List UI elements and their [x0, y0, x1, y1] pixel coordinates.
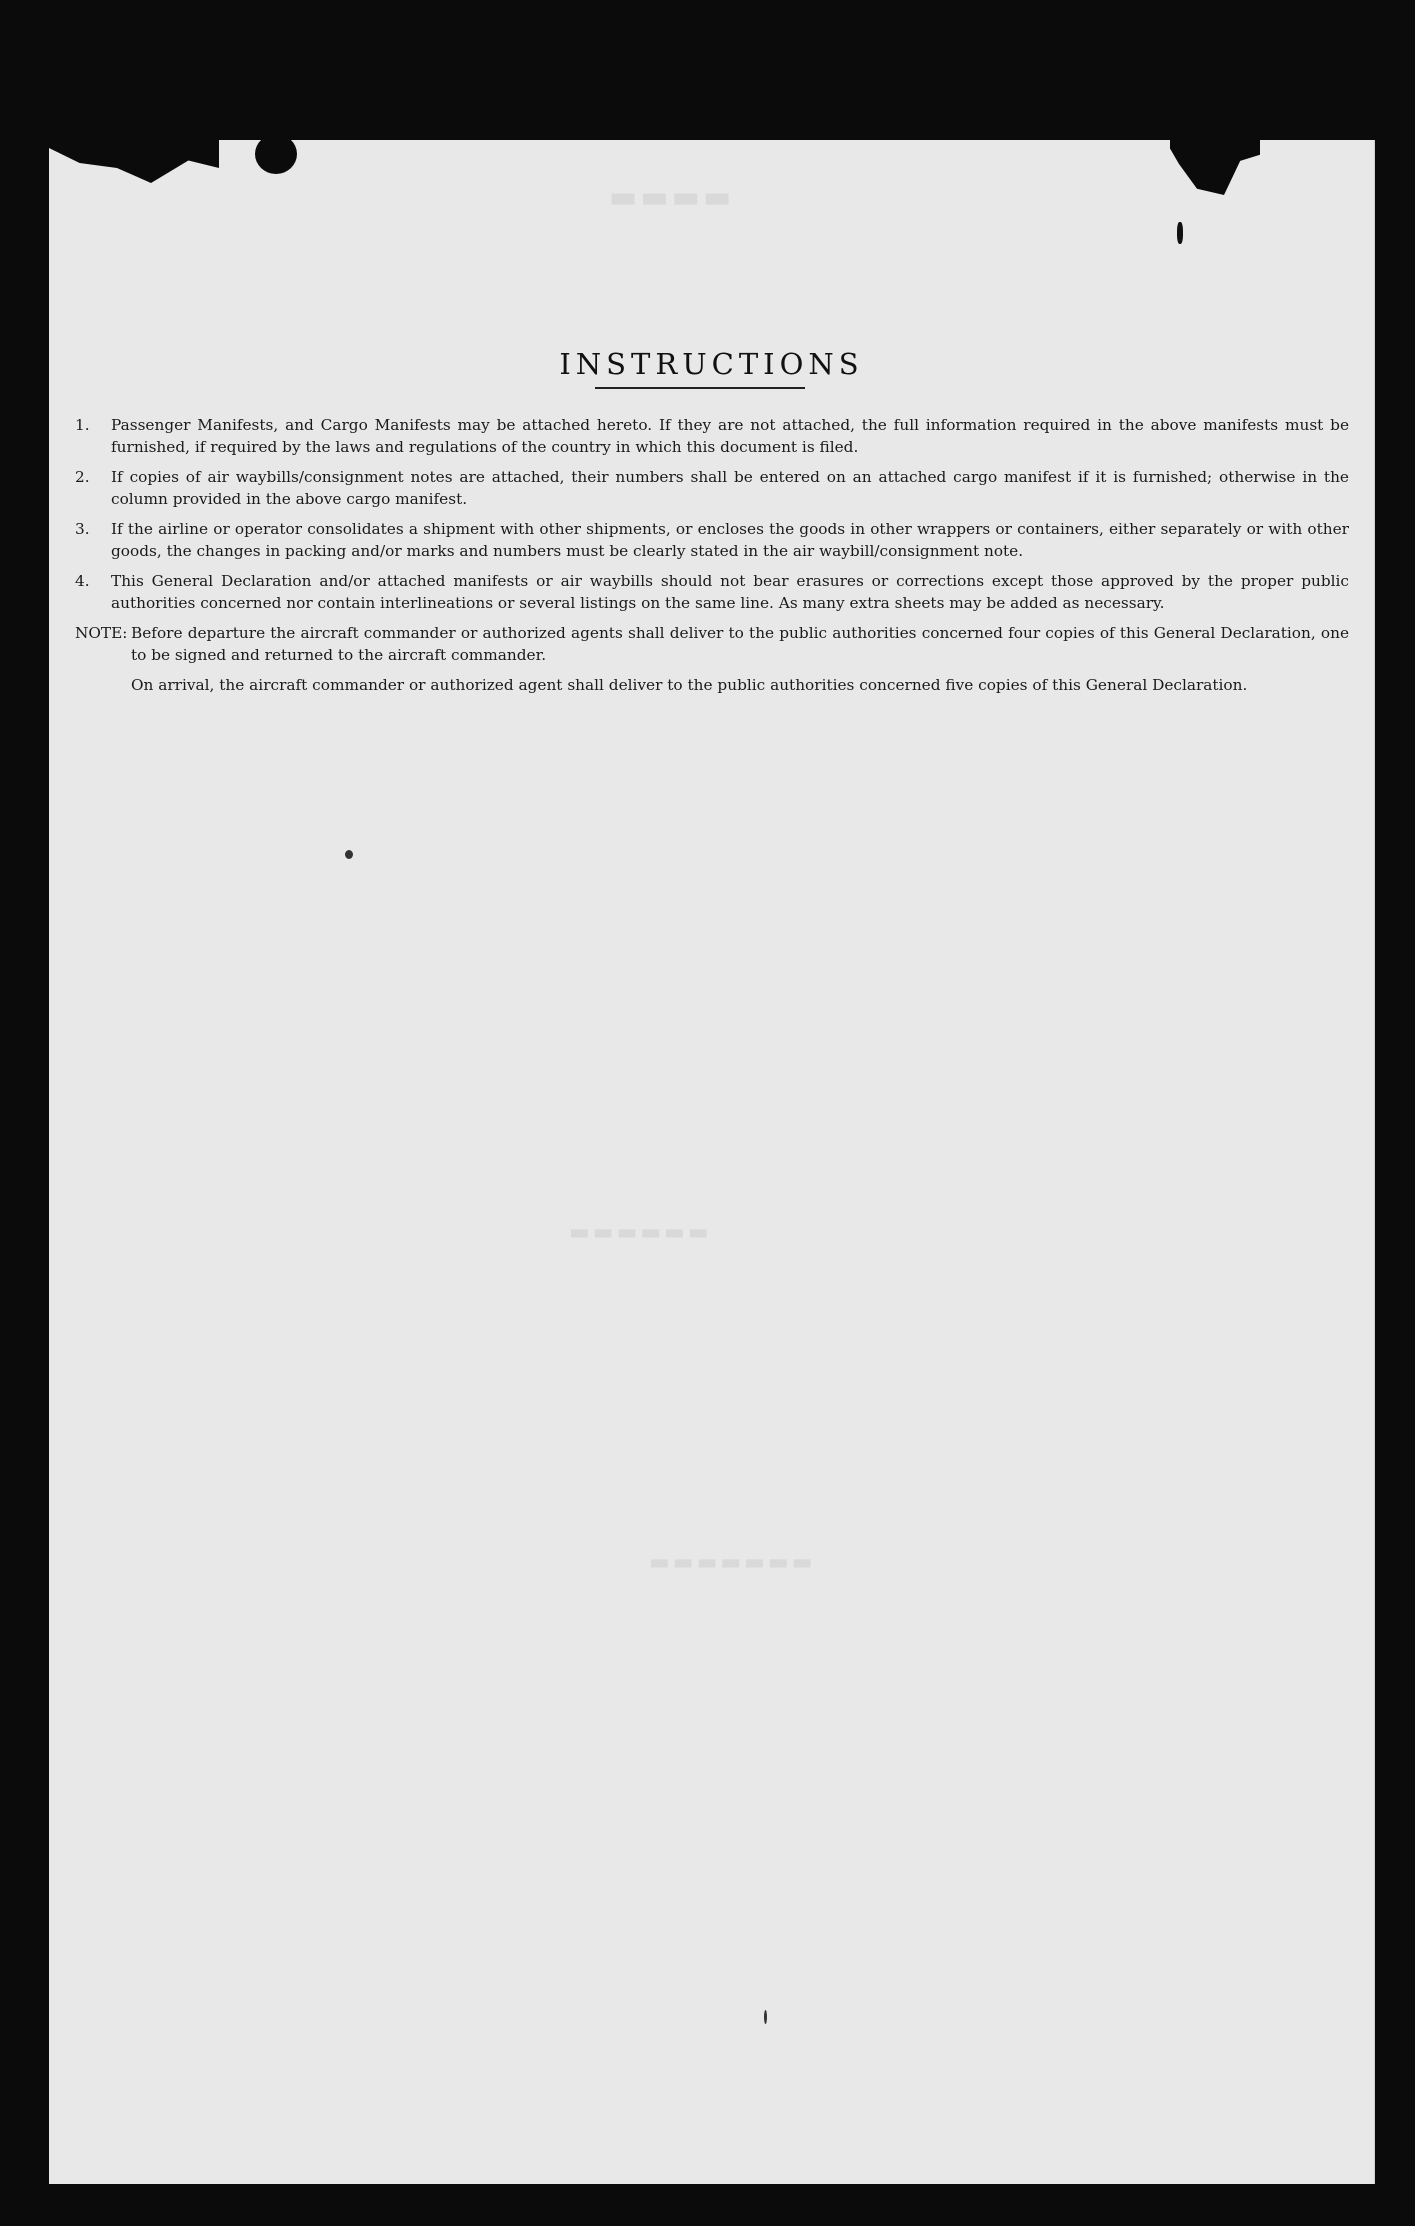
page-title: INSTRUCTIONS: [559, 347, 864, 382]
instruction-item: [75, 414, 1349, 458]
instruction-item: [75, 570, 1349, 614]
instruction-item: [75, 518, 1349, 562]
ink-speck: [345, 850, 353, 859]
title-underline: [595, 387, 805, 389]
bleed-through-mark: ▬▬▬▬▬▬▬: [649, 1550, 816, 1575]
instruction-number: 4.: [75, 572, 90, 590]
punch-hole: [255, 134, 297, 174]
note-paragraph: On arrival, the aircraft commander or authorized agent shall deliver to the public authorities concerned five copies of this General Declaration.: [131, 676, 1248, 694]
bleed-through-mark: ▬▬▬▬: [609, 180, 735, 215]
note-paragraph: Before departure the aircraft commander or authorized agents shall deliver to the public authorities concerned four copies of this General Declaration, one to be signed and returned to the aircraft commander.: [131, 624, 1349, 664]
instruction-number: 2.: [75, 468, 90, 486]
ink-speck: [1177, 222, 1183, 244]
instruction-text: This General Declaration and/or attached manifests or air waybills should not bear erasures or corrections except those approved by the proper public authorities concerned nor contain interlineations or several listings on the same line. As many extra sheets may be added as necessary.: [111, 572, 1349, 612]
note-label: NOTE:: [75, 624, 128, 642]
ink-speck: [764, 2010, 767, 2024]
instruction-text: Passenger Manifests, and Cargo Manifests may be attached hereto. If they are not attached, the full information required in the above manifests must be furnished, if required by the laws and regulations of the country in which this document is filed.: [111, 416, 1349, 456]
document-page: [49, 140, 1375, 2184]
bleed-through-mark: ▬▬▬▬▬▬: [569, 1220, 712, 1245]
note-body: [111, 622, 1349, 704]
instruction-item: [75, 466, 1349, 510]
note-section: [75, 622, 1349, 704]
instruction-text: If copies of air waybills/consignment notes are attached, their numbers shall be entered on an attached cargo manifest if it is furnished; otherwise in the column provided in the above cargo manifest.: [111, 468, 1349, 508]
instruction-number: 3.: [75, 520, 90, 538]
instruction-text: If the airline or operator consolidates a shipment with other shipments, or encloses the goods in other wrappers or containers, either separately or with other goods, the changes in packing and/or marks and numbers must be clearly stated in the air waybill/consignment note.: [111, 520, 1349, 560]
instruction-number: 1.: [75, 416, 90, 434]
instructions-list: [75, 414, 1349, 704]
